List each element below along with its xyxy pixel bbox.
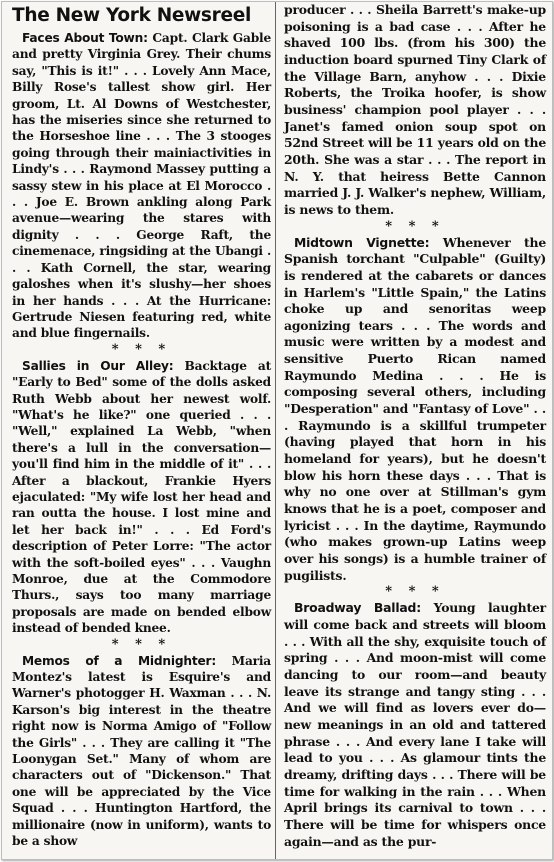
section-body: Young laughter will come back and streets will bloom . . . With all the shy, exquisite touch of spring . . . And moon-mist will come dancing to our room—and beauty leave its strange and tangy sting . . . And we will find as lovers ever do—new meanings in an old and tattered phrase . . . And every lane I take will lead to you . . . As glamour tints the dreamy, drifting days . . . There will be time for walking in the rain . . . When April brings its carnival to town . . . There will be time for whispers once again—and as the pur- (284, 600, 546, 849)
separator-stars: * * * (111, 341, 172, 357)
section-midtown-vignette (284, 235, 546, 585)
section-memos-of-a-midnighter (12, 653, 271, 850)
separator-stars: * * * (385, 584, 445, 600)
section-body: Capt. Clark Gable and pretty Virginia Grey. Their chums say, "This is it!" . . . Lovely Ann Mace, Billy Rose's tallest show girl. Her groom, Lt. Al Downs of Westchester, has the miseries since she returned to the Horseshoe line . . . The 3 stooges going through their mainiactivities in Lindy's . . . Raymond Massey putting a sassy stew in his place at El Morocco . . . Joe E. Brown ankling along Park avenue—wearing the stares with dignity . . . George Raft, the cinemenace, ringsiding at the Ubangi . . . Kath Cornell, the star, wearing galoshes when it's slushy—her shoes in her hands . . . At the Hurricane: Gertrude Niesen featuring red, white and blue fingernails. (12, 31, 271, 341)
section-heading: Sallies in Our Alley: (22, 358, 174, 373)
section-heading: Midtown Vignette: (294, 234, 430, 250)
section-heading: Broadway Ballad: (294, 600, 421, 616)
right-column (284, 2, 546, 850)
separator-stars: * * * (385, 218, 445, 234)
section-body: Backtage at "Early to Bed" some of the dolls asked Ruth Webb about her newest wolf. "What's he like?" one queried . . . "Well," explained La Webb, "when there's a lull in the conversation—you'll find him in the middle of it" . . . After a blackout, Frankie Hyers ejaculated: "My wife lost her head and ran outta the house. I lost mine and let her back in!" . . . Ed Ford's description of Peter Lorre: "The actor with the soft-boiled eyes" . . . Vaughn Monroe, due at the Commodore Thurs., says too many marriage proposals are made on bended elbow instead of bended knee. (12, 358, 271, 636)
section-faces-about-town (12, 30, 271, 342)
column-divider (275, 2, 276, 859)
left-column (12, 2, 271, 850)
section-broadway-ballad (284, 600, 546, 850)
section-heading: Memos of a Midnighter: (22, 653, 217, 668)
column-title: The New York Newsreel (12, 5, 252, 26)
section-body: producer . . . Sheila Barrett's make-up poisoning is a bad case . . . After he shaved 100 lbs. (from his 300) the induction board spurned Tiny Clark of the Village Barn, anyhow . . . Dixie Roberts, the Troika hoofer, is show business' champion pool player . . . Janet's famed onion soup spot on 52nd Street will be 11 years old on the 20th. She was a star . . . The report in N. Y. that heiress Bette Cannon married J. J. Walker's nephew, William, is news to them. (284, 2, 546, 217)
section-body: Whenever the Spanish torchant "Culpable" (Guilty) is rendered at the cabarets or dances in Harlem's "Little Spain," the Latins choke up and senoritas weep agonizing tears . . . The words and music were written by a modest and sensitive Puerto Rican named Raymundo Medina . . . He is composing several others, including "Desperation" and "Fantasy of Love" . . . Raymundo is a skillful trumpeter (having played that horn in his homeland for years), but he doesn't blow his horn these days . . . That is why no one over at Stillman's gym knows that he is a poet, composer and lyricist . . . In the daytime, Raymundo (who makes grown-up Latins weep over his songs) is a humble trainer of pugilists. (284, 234, 547, 583)
separator-stars: * * * (111, 636, 172, 652)
section-sallies-in-our-alley (12, 358, 271, 637)
section-body: Maria Montez's latest is Esquire's and Warner's photogger H. Waxman . . . N. Karson's big interest in the theatre right now is Norma Amigo of "Follow the Girls" . . . They are calling it "The Loonygan Set." Many of whom are characters out of "Dickenson." That one will be appreciated by the Vice Squad . . . Huntington Hartford, the millionaire (now in uniform), wants to be a show (12, 653, 272, 849)
section-heading: Faces About Town: (22, 31, 148, 45)
newspaper-clipping (1, 1, 553, 860)
section-memos-continued (284, 2, 546, 219)
